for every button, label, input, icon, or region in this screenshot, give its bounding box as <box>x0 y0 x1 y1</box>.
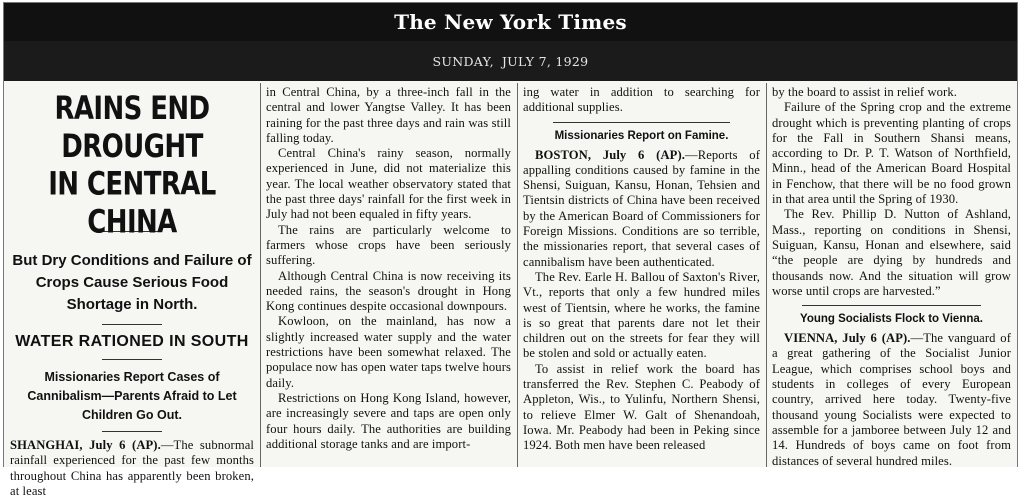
dateline-date: JULY 7, 1929 <box>501 53 589 69</box>
col2-paragraph-3: The rains are particularly welcome to farmers whose crops have been seriously suffering. <box>266 222 511 268</box>
col3-text-1: —Reports of appalling conditions caused by famine in the Shensi, Suiguan, Kansu, Honan, Tehsien and Tientsin districts of China have been received by the American Board of Commissioners for Foreign Missions. Conditions are so terrible, the missionaries report, that several cases of cannibalism have been authenticated. <box>523 147 761 269</box>
divider <box>102 324 162 325</box>
headline-line-2: IN CENTRAL CHINA <box>48 166 216 242</box>
newspaper-frame <box>3 2 1018 498</box>
col3-paragraph-2: The Rev. Earle H. Ballou of Saxton's River, Vt., reports that only a few hundred miles west of Tientsin, where he works, the famine is so great that parents dare not let their children out on the streets for fear they will be stolen and sold or actually eaten. <box>523 269 760 361</box>
dateline-day: SUNDAY, <box>432 53 494 69</box>
col4-paragraph-1: Failure of the Spring crop and the extreme drought which is preventing planting of crops for the Fall in Southern Shansi means, according to Dr. P. T. Watson of Northfield, Minn., head of the American Board Hospital in Fenchow, that there will be no food grown in that area until the Spring of 1930. <box>772 100 1011 207</box>
masthead <box>4 3 1017 41</box>
col3-subhead: Missionaries Report on Famine. <box>554 129 729 142</box>
col4-paragraph-3 <box>772 331 1011 469</box>
col4-paragraph-0: by the board to assist in relief work. <box>772 85 957 99</box>
col2-paragraph-1: in Central China, by a three-inch fall in the central and lower Yangtse Valley. It has been raining for the past three days and rain was still falling today. <box>266 85 511 145</box>
col4-subhead: Young Socialists Flock to Vienna. <box>800 313 983 326</box>
col1-text: —The subnormal rainfall experienced for the past few months throughout China has apparently been broken, at least <box>10 438 255 498</box>
col1-paragraph <box>10 438 254 499</box>
col2-paragraph-6: Restrictions on Hong Kong Island, however, are increasingly severe and taps are open only four hours daily. The authorities are building additional storage tanks and are import- <box>266 390 511 451</box>
column-2 <box>260 81 517 467</box>
column-1 <box>4 81 260 498</box>
divider <box>802 305 981 306</box>
col2-paragraph-5: Kowloon, on the mainland, has now a slightly increased water supply and the water restrictions have been somewhat relaxed. The populace now has open water taps twelve hours daily. <box>266 314 511 390</box>
col1-lead: SHANGHAI, July 6 (AP). <box>10 438 161 452</box>
col4-text-3: —The vanguard of a great gathering of the Socialist Junior League, which comprises school boys and students in colleges of every European country, arrived here today. Twenty-five thousand young Socialists were expected to assemble for a jamboree between July 12 and 14. Hundreds of boys came on foot from distances of several hundred miles. <box>772 331 1011 468</box>
divider <box>553 122 730 123</box>
col3-paragraph-0: ing water in addition to searching for additional supplies. <box>523 85 760 115</box>
headline <box>10 91 254 242</box>
col3-lead: BOSTON, July 6 (AP). <box>535 147 686 162</box>
col4-paragraph-2: The Rev. Phillip D. Nutton of Ashland, Mass., reporting on conditions in Shensi, Suiguan, Kansu, Honan and elsewhere, said “the people are dying by hundreds and thousands now. And the situation will grow worse until crops are harvested.” <box>772 207 1011 298</box>
nyt-logo: The New York Times <box>394 10 627 34</box>
col3-paragraph-1 <box>523 148 760 270</box>
col2-paragraph-2: Central China's rainy season, normally experienced in June, did not materialize this year. The local weather observatory stated that the past three days' rainfall for the first week in July had not been equaled in fifty years. <box>266 146 511 222</box>
headline-line-1: RAINS END DROUGHT <box>54 91 210 166</box>
dateline <box>4 41 1017 81</box>
deck-3: Missionaries Report Cases of Cannibalism—Parents Afraid to Let Children Go Out. <box>27 370 237 422</box>
col4-lead: VIENNA, July 6 (AP). <box>784 331 911 346</box>
col2-paragraph-4: Although Central China is now receiving its needed rains, the season's drought in Hong Kong continues despite occasional downpours. <box>266 268 511 314</box>
divider <box>102 431 162 432</box>
deck-1: But Dry Conditions and Failure of Crops Cause Serious Food Shortage in North. <box>12 252 252 313</box>
newspaper-page <box>4 81 1017 498</box>
column-3 <box>517 81 766 467</box>
col3-paragraph-3: To assist in relief work the board has transferred the Rev. Stephen C. Peabody of Appleton, Wis., to Yulinfu, Northern Shensi, to relieve Elmer W. Galt of Shenandoah, Iowa. Mr. Peabody had been in Peking since 1924. Both men have been released <box>523 361 760 453</box>
divider <box>102 359 162 360</box>
column-4 <box>766 81 1017 467</box>
deck-2: WATER RATIONED IN SOUTH <box>15 333 249 350</box>
